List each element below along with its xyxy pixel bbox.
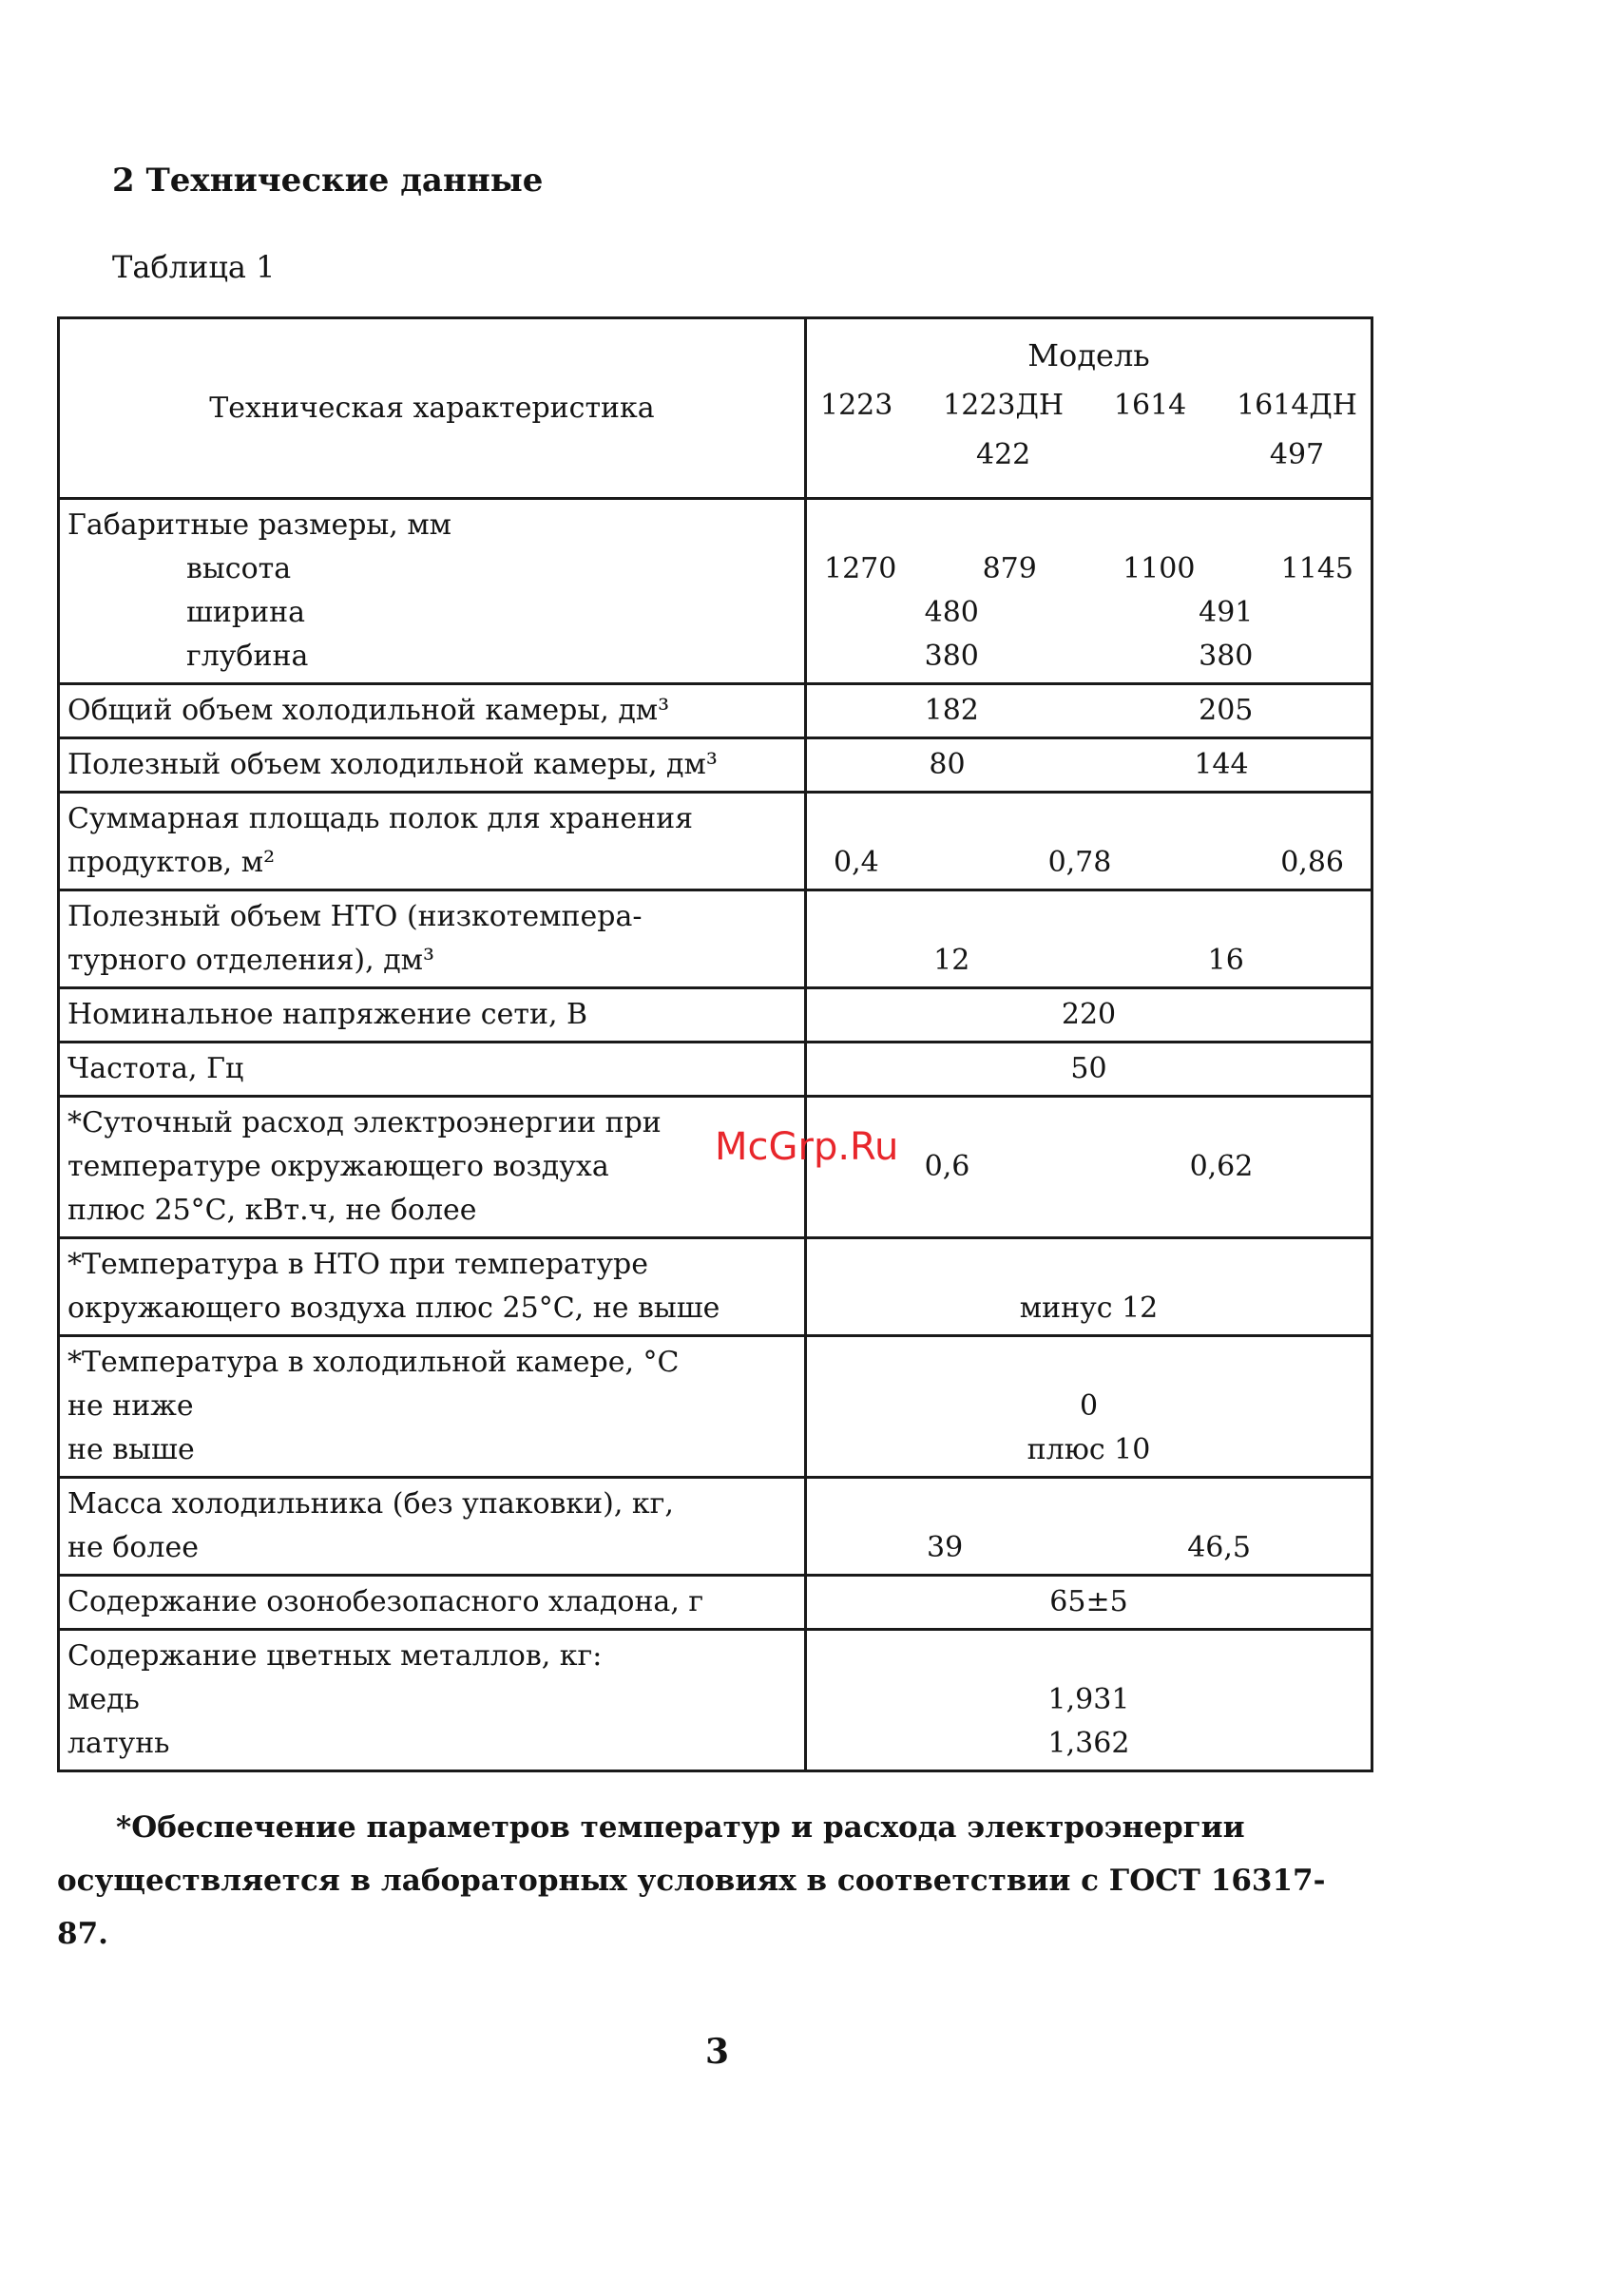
row-dimensions <box>59 499 1372 684</box>
voltage-value: 220 <box>806 988 1372 1043</box>
frequency-value: 50 <box>806 1043 1372 1097</box>
metals-label <box>59 1630 806 1771</box>
model-column <box>1237 381 1357 480</box>
model-name: 1614ДН <box>1237 388 1357 422</box>
frequency-label: Частота, Гц <box>59 1043 806 1097</box>
mass-value: 46,5 <box>1187 1531 1251 1564</box>
refrigerant-label: Содержание озонобезопасного хладона, г <box>59 1576 806 1630</box>
useful-volume-values <box>806 738 1372 793</box>
energy-value: 0,6 <box>924 1150 970 1183</box>
nto-temp-label-line: *Температура в НТО при температуре <box>67 1248 649 1281</box>
nto-volume-values <box>806 890 1372 988</box>
nto-volume-label <box>59 890 806 988</box>
brass-label: латунь <box>67 1727 170 1760</box>
energy-label-line: *Суточный расход электроэнергии при <box>67 1106 662 1139</box>
total-volume-value: 182 <box>924 694 979 727</box>
useful-volume-value: 144 <box>1194 748 1249 781</box>
chamber-temp-max: плюс 10 <box>1027 1433 1151 1466</box>
height-value: 879 <box>982 552 1037 585</box>
mass-values <box>806 1478 1372 1576</box>
model-name: 1223 <box>820 388 893 422</box>
mass-value: 39 <box>927 1531 964 1564</box>
brass-value: 1,362 <box>1047 1727 1130 1760</box>
footnote: *Обеспечение параметров температур и расхода электроэнергии осуществляется в лабораторных условиях в соответствии с ГОСТ 16317-87. <box>57 1810 1326 1951</box>
mass-label-line: Масса холодильника (без упаковки), кг, <box>67 1487 674 1521</box>
voltage-label: Номинальное напряжение сети, В <box>59 988 806 1043</box>
height-value: 1145 <box>1280 552 1353 585</box>
shelf-area-label <box>59 793 806 890</box>
row-voltage <box>59 988 1372 1043</box>
shelf-area-value: 0,86 <box>1280 846 1344 879</box>
mass-label-line: не более <box>67 1531 199 1564</box>
width-label: ширина <box>186 596 305 629</box>
mass-label <box>59 1478 806 1576</box>
nto-volume-label-line: Полезный объем НТО (низкотемпера- <box>67 900 643 933</box>
model-suffix <box>1114 430 1186 480</box>
chamber-temp-label-line: не выше <box>67 1433 195 1466</box>
copper-label: медь <box>67 1683 140 1716</box>
row-nto-temp <box>59 1238 1372 1336</box>
depth-label: глубина <box>186 640 309 673</box>
row-frequency <box>59 1043 1372 1097</box>
depth-value: 380 <box>924 640 979 673</box>
row-useful-volume <box>59 738 1372 793</box>
row-refrigerant <box>59 1576 1372 1630</box>
row-chamber-temp <box>59 1336 1372 1478</box>
metals-label-line: Содержание цветных металлов, кг: <box>67 1639 603 1673</box>
dimensions-values <box>806 499 1372 684</box>
useful-volume-value: 80 <box>929 748 966 781</box>
dimensions-labels <box>59 499 806 684</box>
useful-volume-label: Полезный объем холодильной камеры, дм³ <box>59 738 806 793</box>
chamber-temp-label <box>59 1336 806 1478</box>
table-header-row <box>59 318 1372 499</box>
nto-temp-label <box>59 1238 806 1336</box>
row-nto-volume <box>59 890 1372 988</box>
width-value: 480 <box>924 596 979 629</box>
copper-value: 1,931 <box>1047 1683 1130 1716</box>
row-shelf-area <box>59 793 1372 890</box>
header-characteristic: Техническая характеристика <box>59 318 806 499</box>
model-name: 1614 <box>1113 388 1187 422</box>
width-value: 491 <box>1199 596 1254 629</box>
shelf-area-value: 0,4 <box>834 846 879 879</box>
table-caption: Таблица 1 <box>112 249 276 285</box>
model-column <box>943 381 1064 480</box>
nto-volume-value: 12 <box>933 944 970 977</box>
spec-table <box>57 316 1373 1772</box>
row-total-volume <box>59 684 1372 738</box>
height-value: 1100 <box>1123 552 1196 585</box>
chamber-temp-label-line: *Температура в холодильной камере, °С <box>67 1346 680 1379</box>
model-column <box>1114 381 1186 480</box>
total-volume-value: 205 <box>1199 694 1254 727</box>
nto-temp-value: минус 12 <box>806 1238 1372 1336</box>
energy-value: 0,62 <box>1189 1150 1254 1183</box>
energy-label-line: температуре окружающего воздуха <box>67 1150 609 1183</box>
model-suffix <box>820 430 892 480</box>
height-values <box>815 547 1363 591</box>
refrigerant-value: 65±5 <box>806 1576 1372 1630</box>
total-volume-values <box>806 684 1372 738</box>
row-precious-metals <box>59 1630 1372 1771</box>
models-grid <box>815 381 1363 480</box>
page-number: 3 <box>705 2032 730 2072</box>
width-values <box>815 591 1363 635</box>
dimensions-label: Габаритные размеры, мм <box>67 508 452 542</box>
models-title: Модель <box>1027 336 1150 373</box>
chamber-temp-label-line: не ниже <box>67 1389 194 1423</box>
height-value: 1270 <box>824 552 897 585</box>
model-name: 1223ДН <box>943 388 1065 422</box>
energy-label-line: плюс 25°С, кВт.ч, не более <box>67 1194 477 1227</box>
shelf-area-value: 0,78 <box>1047 846 1112 879</box>
nto-temp-label-line: окружающего воздуха плюс 25°С, не выше <box>67 1292 720 1325</box>
section-heading: 2 Технические данные <box>112 162 544 200</box>
total-volume-label: Общий объем холодильной камеры, дм³ <box>59 684 806 738</box>
shelf-area-label-line: продуктов, м² <box>67 846 276 879</box>
shelf-area-label-line: Суммарная площадь полок для хранения <box>67 802 694 835</box>
chamber-temp-min: 0 <box>1079 1389 1099 1423</box>
model-suffix: 497 <box>1269 437 1325 471</box>
depth-values <box>815 635 1363 679</box>
chamber-temp-values <box>806 1336 1372 1478</box>
nto-volume-value: 16 <box>1207 944 1244 977</box>
nto-volume-label-line: турного отделения), дм³ <box>67 944 435 977</box>
watermark: McGrp.Ru <box>715 1125 899 1169</box>
row-mass <box>59 1478 1372 1576</box>
model-suffix: 422 <box>975 437 1031 471</box>
model-column <box>820 381 892 480</box>
depth-value: 380 <box>1199 640 1254 673</box>
metals-values <box>806 1630 1372 1771</box>
header-models <box>806 318 1372 499</box>
shelf-area-values <box>806 793 1372 890</box>
height-label: высота <box>186 552 292 585</box>
energy-label <box>59 1097 806 1238</box>
